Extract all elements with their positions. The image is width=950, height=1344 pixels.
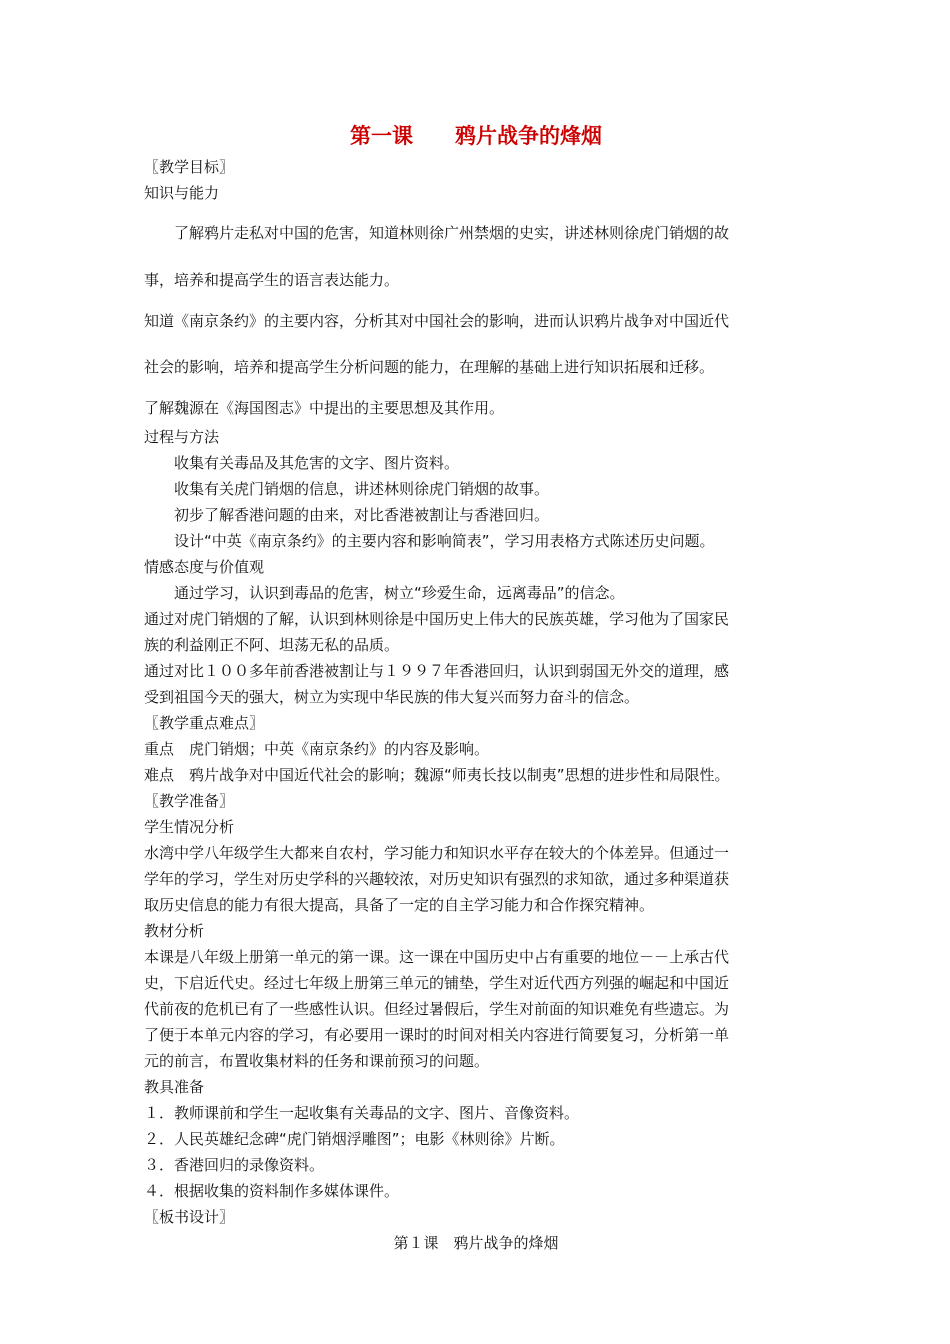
section-heading-key-points: 〖教学重点难点〗	[144, 714, 265, 732]
paragraph-line: 通过对比１００多年前香港被割让与１９９７年香港回归，认识到弱国无外交的道理，感	[144, 662, 730, 680]
paragraph-line: 了便于本单元内容的学习，有必要用一课时的时间对相关内容进行简要复习，分析第一单	[144, 1026, 730, 1044]
paragraph-line: 通过对虎门销烟的了解，认识到林则徐是中国历史上伟大的民族英雄，学习他为了国家民	[144, 610, 730, 628]
subheading-emotion-values: 情感态度与价值观	[144, 558, 265, 576]
paragraph-line: 通过学习，认识到毒品的危害，树立“珍爱生命，远离毒品”的信念。	[174, 584, 625, 602]
section-heading-preparation: 〖教学准备〗	[144, 792, 235, 810]
paragraph-line: 取历史信息的能力有很大提高，具备了一定的自主学习能力和合作探究精神。	[144, 896, 655, 914]
list-item: ２．人民英雄纪念碑“虎门销烟浮雕图”；电影《林则徐》片断。	[144, 1130, 565, 1148]
list-item: １．教师课前和学生一起收集有关毒品的文字、图片、音像资料。	[144, 1104, 580, 1122]
subheading-knowledge-ability: 知识与能力	[144, 184, 220, 202]
board-design-title: 第１课 鸦片战争的烽烟	[393, 1234, 559, 1252]
section-heading-teaching-goals: 〖教学目标〗	[144, 158, 235, 176]
list-item: ４．根据收集的资料制作多媒体课件。	[144, 1182, 400, 1200]
key-point-line: 重点 虎门销烟；中英《南京条约》的内容及影响。	[144, 740, 490, 758]
list-item: ３．香港回归的录像资料。	[144, 1156, 325, 1174]
page-title: 第一课 鸦片战争的烽烟	[350, 124, 602, 148]
subheading-process-method: 过程与方法	[144, 428, 220, 446]
paragraph-line: 族的利益刚正不阿、坦荡无私的品质。	[144, 636, 400, 654]
paragraph-line: 本课是八年级上册第一单元的第一课。这一课在中国历史中占有重要的地位－－上承古代	[144, 948, 730, 966]
paragraph-line: 初步了解香港问题的由来，对比香港被割让与香港回归。	[174, 506, 550, 524]
paragraph-line: 史，下启近代史。经过七年级上册第三单元的铺垫，学生对近代西方列强的崛起和中国近	[144, 974, 730, 992]
subheading-teaching-tools: 教具准备	[144, 1078, 205, 1096]
paragraph-line: 事，培养和提高学生的语言表达能力。	[144, 271, 400, 289]
document-page	[144, 118, 808, 1256]
paragraph-line: 设计“中英《南京条约》的主要内容和影响简表”，学习用表格方式陈述历史问题。	[174, 532, 715, 550]
subheading-textbook-analysis: 教材分析	[144, 922, 205, 940]
difficulty-line: 难点 鸦片战争对中国近代社会的影响；魏源“师夷长技以制夷”思想的进步性和局限性。	[144, 766, 730, 784]
paragraph-line: 收集有关虎门销烟的信息，讲述林则徐虎门销烟的故事。	[174, 480, 550, 498]
paragraph-line: 了解魏源在《海国图志》中提出的主要思想及其作用。	[144, 399, 505, 417]
paragraph-line: 水湾中学八年级学生大都来自农村，学习能力和知识水平存在较大的个体差异。但通过一	[144, 844, 730, 862]
subheading-student-analysis: 学生情况分析	[144, 818, 235, 836]
paragraph-line: 元的前言，布置收集材料的任务和课前预习的问题。	[144, 1052, 490, 1070]
section-heading-board-design: 〖板书设计〗	[144, 1208, 235, 1226]
paragraph-line: 学年的学习，学生对历史学科的兴趣较浓，对历史知识有强烈的求知欲，通过多种渠道获	[144, 870, 730, 888]
paragraph-line: 受到祖国今天的强大，树立为实现中华民族的伟大复兴而努力奋斗的信念。	[144, 688, 640, 706]
paragraph-line: 收集有关毒品及其危害的文字、图片资料。	[174, 454, 460, 472]
paragraph-line: 知道《南京条约》的主要内容，分析其对中国社会的影响，进而认识鸦片战争对中国近代	[144, 312, 730, 330]
paragraph-line: 代前夜的危机已有了一些感性认识。但经过暑假后，学生对前面的知识难免有些遗忘。为	[144, 1000, 730, 1018]
paragraph-line: 了解鸦片走私对中国的危害，知道林则徐广州禁烟的史实，讲述林则徐虎门销烟的故	[174, 224, 730, 242]
paragraph-line: 社会的影响，培养和提高学生分析问题的能力，在理解的基础上进行知识拓展和迁移。	[144, 358, 715, 376]
